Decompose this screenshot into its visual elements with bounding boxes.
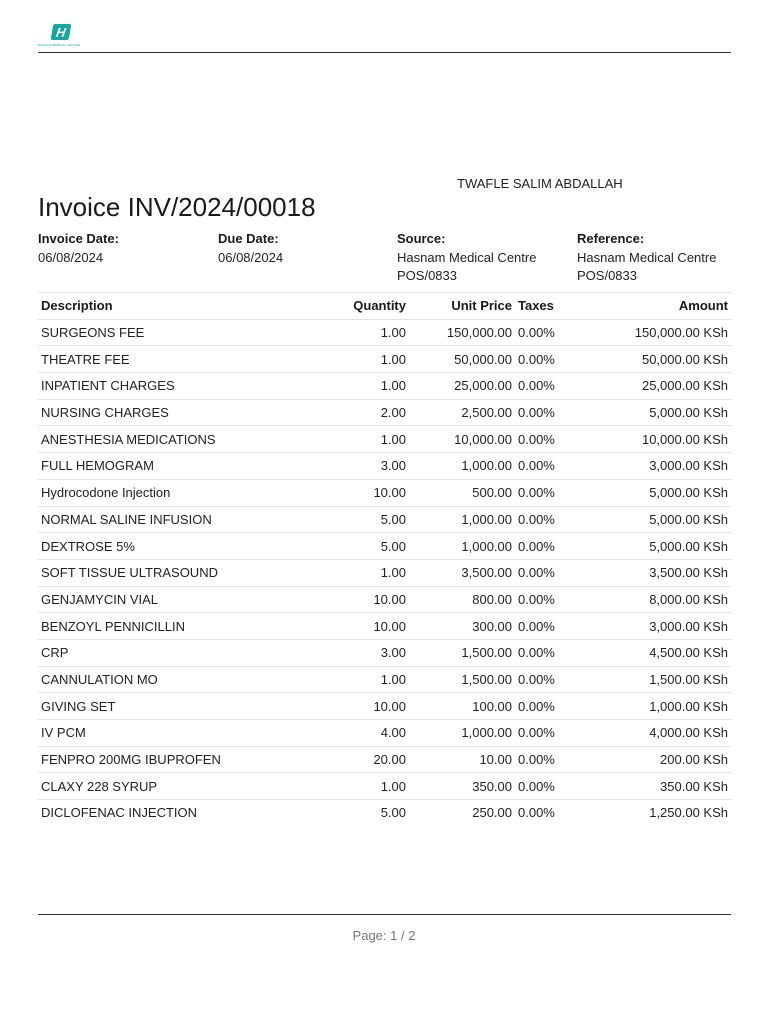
source-block [397,230,536,286]
reference-line-2: POS/0833 [577,268,637,283]
cell-description: FULL HEMOGRAM [38,453,324,480]
invoice-date-block [38,230,119,267]
cell-unit-price: 1,000.00 [409,720,515,747]
table-row [38,559,731,586]
cell-description: IV PCM [38,720,324,747]
col-taxes: Taxes [515,293,571,320]
cell-amount: 1,500.00 KSh [571,666,731,693]
cell-taxes: 0.00% [515,319,571,346]
cell-quantity: 3.00 [324,639,409,666]
cell-taxes: 0.00% [515,373,571,400]
invoice-date-value: 06/08/2024 [38,249,104,265]
cell-amount: 150,000.00 KSh [571,319,731,346]
page-number: Page: 1 / 2 [352,928,416,943]
cell-taxes: 0.00% [515,800,571,826]
hospital-logo-icon [51,24,72,40]
cell-taxes: 0.00% [515,586,571,613]
cell-quantity: 10.00 [324,693,409,720]
col-description: Description [38,293,324,320]
table-row [38,800,731,826]
cell-quantity: 5.00 [324,800,409,826]
table-row [38,639,731,666]
table-row [38,373,731,400]
cell-amount: 3,500.00 KSh [571,559,731,586]
logo-letter: H [54,24,68,40]
cell-quantity: 1.00 [324,346,409,373]
cell-quantity: 1.00 [324,426,409,453]
cell-amount: 1,000.00 KSh [571,693,731,720]
due-date-value: 06/08/2024 [218,249,284,265]
cell-description: SOFT TISSUE ULTRASOUND [38,559,324,586]
header-divider [38,52,731,53]
cell-amount: 5,000.00 KSh [571,533,731,560]
cell-taxes: 0.00% [515,773,571,800]
cell-quantity: 1.00 [324,666,409,693]
invoice-title: Invoice INV/2024/00018 [38,192,316,222]
col-quantity: Quantity [324,293,409,320]
cell-taxes: 0.00% [515,506,571,533]
table-row [38,666,731,693]
cell-unit-price: 1,500.00 [409,666,515,693]
table-row [38,586,731,613]
reference-label: Reference: [577,231,645,246]
cell-unit-price: 1,000.00 [409,506,515,533]
table-body [38,319,731,826]
cell-description: CRP [38,639,324,666]
cell-quantity: 4.00 [324,720,409,747]
cell-description: Hydrocodone Injection [38,479,324,506]
cell-unit-price: 10.00 [409,746,515,773]
cell-unit-price: 10,000.00 [409,426,515,453]
cell-quantity: 1.00 [324,773,409,800]
table-row [38,693,731,720]
cell-unit-price: 800.00 [409,586,515,613]
cell-description: GIVING SET [38,693,324,720]
cell-unit-price: 300.00 [409,613,515,640]
cell-amount: 5,000.00 KSh [571,506,731,533]
cell-taxes: 0.00% [515,693,571,720]
cell-amount: 3,000.00 KSh [571,613,731,640]
cell-taxes: 0.00% [515,559,571,586]
cell-unit-price: 1,000.00 [409,533,515,560]
table-row [38,319,731,346]
source-line-1: Hasnam Medical Centre [397,249,537,265]
cell-taxes: 0.00% [515,746,571,773]
cell-description: FENPRO 200MG IBUPROFEN [38,746,324,773]
cell-unit-price: 100.00 [409,693,515,720]
cell-unit-price: 350.00 [409,773,515,800]
cell-description: DEXTROSE 5% [38,533,324,560]
cell-taxes: 0.00% [515,533,571,560]
cell-amount: 25,000.00 KSh [571,373,731,400]
cell-amount: 200.00 KSh [571,746,731,773]
col-amount: Amount [571,293,731,320]
cell-quantity: 5.00 [324,506,409,533]
col-unit-price: Unit Price [409,293,515,320]
cell-taxes: 0.00% [515,666,571,693]
invoice-lines-table [38,292,731,826]
source-label: Source: [397,231,446,246]
cell-amount: 8,000.00 KSh [571,586,731,613]
cell-unit-price: 2,500.00 [409,399,515,426]
cell-amount: 5,000.00 KSh [571,479,731,506]
cell-taxes: 0.00% [515,479,571,506]
cell-quantity: 1.00 [324,373,409,400]
cell-taxes: 0.00% [515,399,571,426]
cell-description: GENJAMYCIN VIAL [38,586,324,613]
cell-quantity: 10.00 [324,479,409,506]
cell-description: BENZOYL PENNICILLIN [38,613,324,640]
table-row [38,613,731,640]
invoice-date-label: Invoice Date: [38,231,119,246]
cell-quantity: 1.00 [324,319,409,346]
table-row [38,773,731,800]
cell-quantity: 1.00 [324,559,409,586]
table-row [38,533,731,560]
cell-amount: 4,500.00 KSh [571,639,731,666]
reference-block [577,230,716,286]
cell-quantity: 20.00 [324,746,409,773]
cell-unit-price: 150,000.00 [409,319,515,346]
source-line-2: POS/0833 [397,268,457,283]
cell-description: CLAXY 228 SYRUP [38,773,324,800]
cell-amount: 350.00 KSh [571,773,731,800]
table-row [38,479,731,506]
cell-description: CANNULATION MO [38,666,324,693]
cell-unit-price: 1,500.00 [409,639,515,666]
cell-description: DICLOFENAC INJECTION [38,800,324,826]
cell-taxes: 0.00% [515,426,571,453]
cell-quantity: 10.00 [324,586,409,613]
cell-unit-price: 500.00 [409,479,515,506]
cell-description: NORMAL SALINE INFUSION [38,506,324,533]
cell-amount: 1,250.00 KSh [571,800,731,826]
cell-taxes: 0.00% [515,453,571,480]
table-header-row [38,293,731,320]
company-logo [38,24,86,48]
cell-taxes: 0.00% [515,613,571,640]
logo-text: HASNAM MEDICAL CENTRE [38,43,81,47]
cell-amount: 50,000.00 KSh [571,346,731,373]
cell-description: INPATIENT CHARGES [38,373,324,400]
cell-amount: 10,000.00 KSh [571,426,731,453]
cell-quantity: 10.00 [324,613,409,640]
cell-taxes: 0.00% [515,346,571,373]
table-row [38,346,731,373]
cell-amount: 3,000.00 KSh [571,453,731,480]
due-date-label: Due Date: [218,231,279,246]
cell-unit-price: 25,000.00 [409,373,515,400]
reference-line-1: Hasnam Medical Centre [577,249,717,265]
cell-amount: 5,000.00 KSh [571,399,731,426]
cell-description: NURSING CHARGES [38,399,324,426]
cell-unit-price: 250.00 [409,800,515,826]
cell-quantity: 2.00 [324,399,409,426]
table-row [38,399,731,426]
customer-name: TWAFLE SALIM ABDALLAH [457,176,623,191]
cell-unit-price: 3,500.00 [409,559,515,586]
cell-description: THEATRE FEE [38,346,324,373]
cell-description: SURGEONS FEE [38,319,324,346]
footer-divider [38,914,731,915]
table-row [38,426,731,453]
table-row [38,720,731,747]
cell-taxes: 0.00% [515,720,571,747]
cell-quantity: 3.00 [324,453,409,480]
cell-taxes: 0.00% [515,639,571,666]
cell-amount: 4,000.00 KSh [571,720,731,747]
cell-unit-price: 50,000.00 [409,346,515,373]
due-date-block [218,230,283,267]
table-row [38,453,731,480]
cell-quantity: 5.00 [324,533,409,560]
table-row [38,506,731,533]
cell-unit-price: 1,000.00 [409,453,515,480]
cell-description: ANESTHESIA MEDICATIONS [38,426,324,453]
table-row [38,746,731,773]
